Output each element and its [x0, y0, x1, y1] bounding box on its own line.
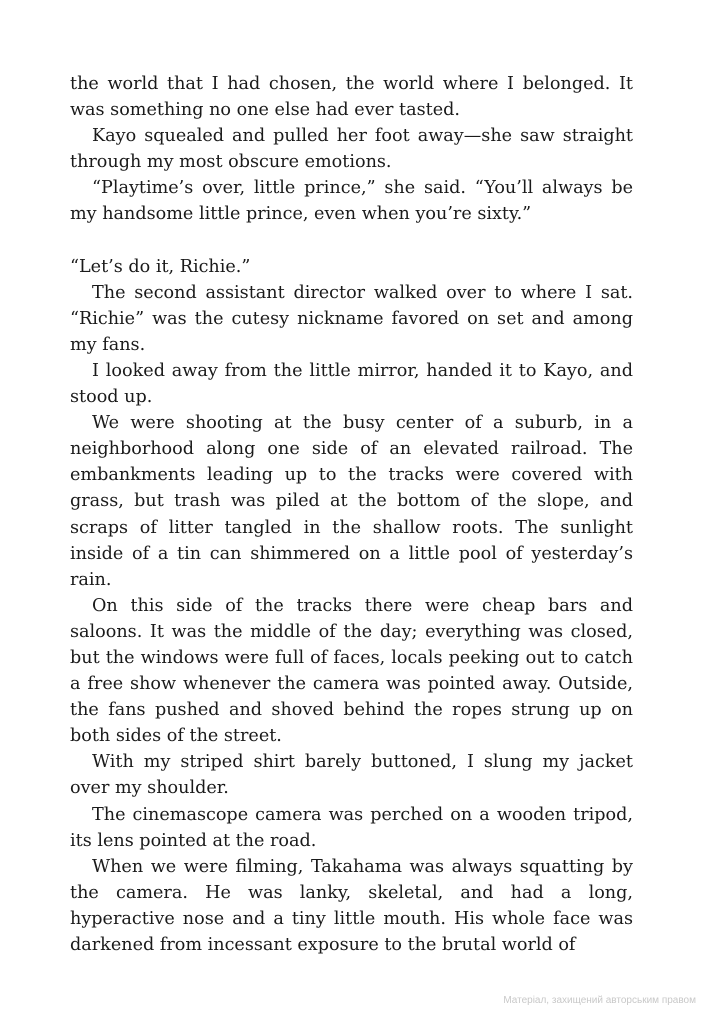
paragraph: With my striped shirt barely buttoned, I slung my jacket over my shoulder. — [70, 752, 633, 799]
section-opening-paragraph: “Let’s do it, Richie.” — [70, 256, 251, 277]
paragraph: The cinemascope camera was perched on a wooden tripod, its lens pointed at the road. — [70, 804, 633, 851]
paragraph: On this side of the tracks there were cheap bars and saloons. It was the middle of the day; everything was closed, but the windows were full of faces, locals peeking out to catch a free show whenever the camera was pointed away. Outside, the fans pushed and shoved behind the ropes strung up on both sides of the street. — [70, 595, 633, 747]
paragraph: The second assistant director walked over to where I sat. “Richie” was the cutesy nickname favored on set and among my fans. — [70, 282, 633, 355]
paragraph: I looked away from the little mirror, handed it to Kayo, and stood up. — [70, 360, 633, 408]
paragraph: “Playtime’s over, little prince,” she said. “You’ll always be my handsome little prince, even when you’re sixty.” — [70, 178, 633, 225]
copyright-watermark: Матеріал, захищений авторським правом — [503, 995, 696, 1006]
paragraph: the world that I had chosen, the world where I belonged. It was something no one else had ever tasted. — [70, 74, 633, 121]
paragraph: Kayo squealed and pulled her foot away—she saw straight through my most obscure emotions. — [70, 126, 633, 173]
book-page-body — [70, 71, 633, 958]
paragraph: We were shooting at the busy center of a suburb, in a neighborhood along one side of an elevated railroad. The embankments leading up to the tracks were covered with grass, but trash was piled at the bottom of the slope, and scraps of litter tangled in the shallow roots. The sunlight inside of a tin can shimmered on a little pool of yesterday’s rain. — [70, 413, 633, 590]
paragraph: When we were filming, Takahama was always squatting by the camera. He was lanky, skeletal, and had a long, hyperactive nose and a tiny little mouth. His whole face was darkened from incessant exposure to the brutal world of — [70, 856, 633, 955]
